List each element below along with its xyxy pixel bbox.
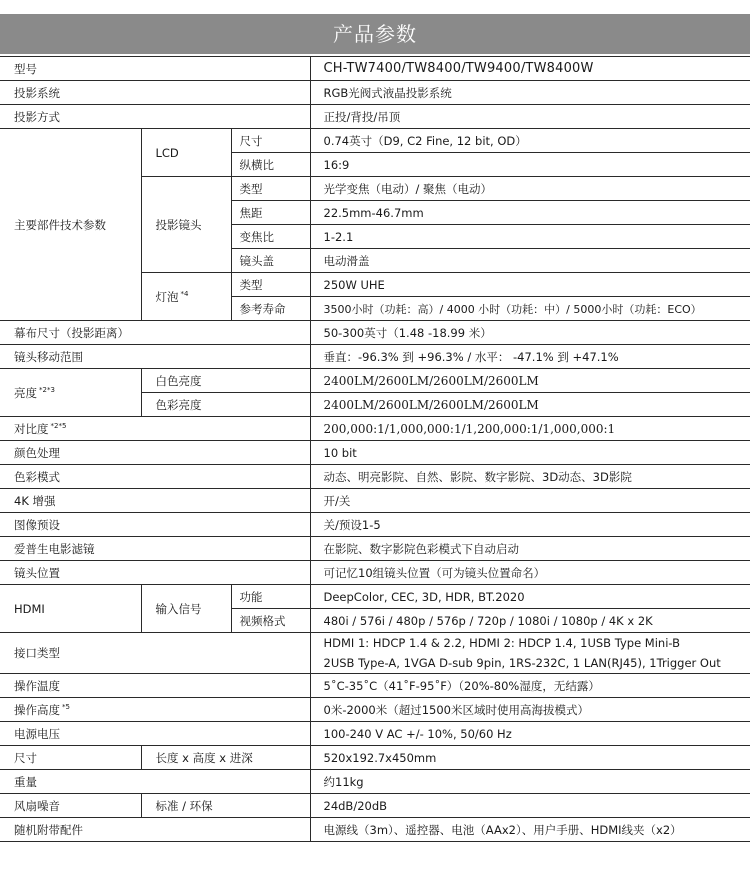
row-value: 正投/背投/吊顶 bbox=[310, 105, 750, 129]
table-row bbox=[0, 561, 750, 585]
row-value: 可记忆10组镜头位置（可为镜头位置命名） bbox=[310, 561, 750, 585]
footnote-mark: *4 bbox=[180, 289, 189, 298]
table-row bbox=[0, 105, 750, 129]
footnote-mark: *2*5 bbox=[50, 421, 67, 430]
table-row bbox=[0, 369, 750, 393]
spec-table bbox=[0, 56, 750, 842]
row-label: 镜头位置 bbox=[0, 561, 310, 585]
table-row bbox=[0, 441, 750, 465]
interface-line-1: HDMI 1: HDCP 1.4 & 2.2, HDMI 2: HDCP 1.4, 1USB Type Mini-B bbox=[323, 636, 681, 650]
table-row bbox=[0, 321, 750, 345]
row-label: 4K 增强 bbox=[0, 489, 310, 513]
sub-sub-label: 参考寿命 bbox=[231, 297, 310, 321]
sub-label: 输入信号 bbox=[141, 585, 231, 633]
row-value: 电源线（3m）、遥控器、电池（AAx2）、用户手册、HDMI线夹（x2） bbox=[310, 818, 750, 842]
row-label: 操作温度 bbox=[0, 674, 310, 698]
table-row bbox=[0, 465, 750, 489]
contrast-label: 对比度 bbox=[14, 421, 49, 436]
row-label: 主要部件技术参数 bbox=[0, 129, 141, 321]
table-row bbox=[0, 633, 750, 674]
row-value: 0米-2000米（超过1500米区域时使用高海拔模式） bbox=[310, 698, 750, 722]
row-value: 22.5mm-46.7mm bbox=[310, 201, 750, 225]
row-value: 1-2.1 bbox=[310, 225, 750, 249]
footnote-mark: *5 bbox=[62, 702, 70, 711]
row-label bbox=[0, 698, 310, 722]
row-value: 24dB/20dB bbox=[310, 794, 750, 818]
sub-label bbox=[141, 273, 231, 321]
row-value: 200,000:1/1,000,000:1/1,200,000:1/1,000,000:1 bbox=[310, 417, 750, 441]
table-row bbox=[0, 57, 750, 81]
table-row bbox=[0, 746, 750, 770]
row-value: 250W UHE bbox=[310, 273, 750, 297]
row-value: 480i / 576i / 480p / 576p / 720p / 1080i / 1080p / 4K x 2K bbox=[310, 609, 750, 633]
row-label: HDMI bbox=[0, 585, 141, 633]
sub-label: 色彩亮度 bbox=[141, 393, 310, 417]
row-value: RGB光阀式液晶投影系统 bbox=[310, 81, 750, 105]
altitude-label: 操作高度 bbox=[14, 702, 60, 717]
table-row bbox=[0, 345, 750, 369]
sub-label: 投影镜头 bbox=[141, 177, 231, 273]
row-value: 开/关 bbox=[310, 489, 750, 513]
row-value: 520x192.7x450mm bbox=[310, 746, 750, 770]
sub-sub-label: 尺寸 bbox=[231, 129, 310, 153]
row-value: 电动滑盖 bbox=[310, 249, 750, 273]
row-label: 投影系统 bbox=[0, 81, 310, 105]
sub-label: LCD bbox=[141, 129, 231, 177]
sub-sub-label: 视频格式 bbox=[231, 609, 310, 633]
row-value: DeepColor, CEC, 3D, HDR, BT.2020 bbox=[310, 585, 750, 609]
sub-label: 标准 / 环保 bbox=[141, 794, 310, 818]
table-row bbox=[0, 818, 750, 842]
row-label: 型号 bbox=[0, 57, 310, 81]
footnote-mark: *2*3 bbox=[39, 385, 55, 394]
table-row bbox=[0, 770, 750, 794]
sub-sub-label: 焦距 bbox=[231, 201, 310, 225]
row-label: 尺寸 bbox=[0, 746, 141, 770]
table-row bbox=[0, 513, 750, 537]
row-label: 爱普生电影滤镜 bbox=[0, 537, 310, 561]
row-value: 动态、明亮影院、自然、影院、数字影院、3D动态、3D影院 bbox=[310, 465, 750, 489]
row-value: 光学变焦（电动）/ 聚焦（电动） bbox=[310, 177, 750, 201]
row-value: 16:9 bbox=[310, 153, 750, 177]
sub-sub-label: 镜头盖 bbox=[231, 249, 310, 273]
row-value: 5˚C-35˚C（41˚F-95˚F）（20%-80%湿度，无结露） bbox=[310, 674, 750, 698]
sub-sub-label: 变焦比 bbox=[231, 225, 310, 249]
table-row bbox=[0, 698, 750, 722]
row-label: 重量 bbox=[0, 770, 310, 794]
row-value: CH-TW7400/TW8400/TW9400/TW8400W bbox=[310, 57, 750, 81]
table-row bbox=[0, 417, 750, 441]
row-label: 幕布尺寸（投影距离） bbox=[0, 321, 310, 345]
table-row bbox=[0, 722, 750, 746]
table-row bbox=[0, 129, 750, 153]
table-row bbox=[0, 794, 750, 818]
row-label: 镜头移动范围 bbox=[0, 345, 310, 369]
interface-line-2: 2USB Type-A, 1VGA D-sub 9pin, 1RS-232C, 1 LAN(RJ45), 1Trigger Out bbox=[323, 656, 721, 670]
row-label: 电源电压 bbox=[0, 722, 310, 746]
sub-sub-label: 类型 bbox=[231, 273, 310, 297]
row-label: 色彩模式 bbox=[0, 465, 310, 489]
row-value: 0.74英寸（D9, C2 Fine, 12 bit, OD） bbox=[310, 129, 750, 153]
sub-label: 白色亮度 bbox=[141, 369, 310, 393]
row-value: 50-300英寸（1.48 -18.99 米） bbox=[310, 321, 750, 345]
table-row bbox=[0, 585, 750, 609]
sub-label: 长度 x 高度 x 进深 bbox=[141, 746, 310, 770]
sub-sub-label: 功能 bbox=[231, 585, 310, 609]
row-label bbox=[0, 369, 141, 417]
row-label: 随机附带配件 bbox=[0, 818, 310, 842]
row-value: 在影院、数字影院色彩模式下自动启动 bbox=[310, 537, 750, 561]
brightness-label: 亮度 bbox=[14, 385, 37, 400]
sub-sub-label: 类型 bbox=[231, 177, 310, 201]
row-value: 约11kg bbox=[310, 770, 750, 794]
row-label bbox=[0, 417, 310, 441]
table-row bbox=[0, 81, 750, 105]
row-value: 关/预设1-5 bbox=[310, 513, 750, 537]
row-value: 10 bit bbox=[310, 441, 750, 465]
sub-sub-label: 纵横比 bbox=[231, 153, 310, 177]
row-label: 图像预设 bbox=[0, 513, 310, 537]
page-title: 产品参数 bbox=[0, 14, 750, 54]
row-label: 颜色处理 bbox=[0, 441, 310, 465]
row-value: 2400LM/2600LM/2600LM/2600LM bbox=[310, 369, 750, 393]
table-row bbox=[0, 489, 750, 513]
lamp-label: 灯泡 bbox=[155, 289, 179, 304]
row-label: 风扇噪音 bbox=[0, 794, 141, 818]
row-label: 投影方式 bbox=[0, 105, 310, 129]
row-value: 3500小时（功耗：高）/ 4000 小时（功耗：中）/ 5000小时（功耗：ECO） bbox=[310, 297, 750, 321]
row-value bbox=[310, 633, 750, 674]
row-value: 垂直：-96.3% 到 +96.3% / 水平： -47.1% 到 +47.1% bbox=[310, 345, 750, 369]
row-label: 接口类型 bbox=[0, 633, 310, 674]
row-value: 100-240 V AC +/- 10%, 50/60 Hz bbox=[310, 722, 750, 746]
table-row bbox=[0, 674, 750, 698]
table-row bbox=[0, 537, 750, 561]
row-value: 2400LM/2600LM/2600LM/2600LM bbox=[310, 393, 750, 417]
